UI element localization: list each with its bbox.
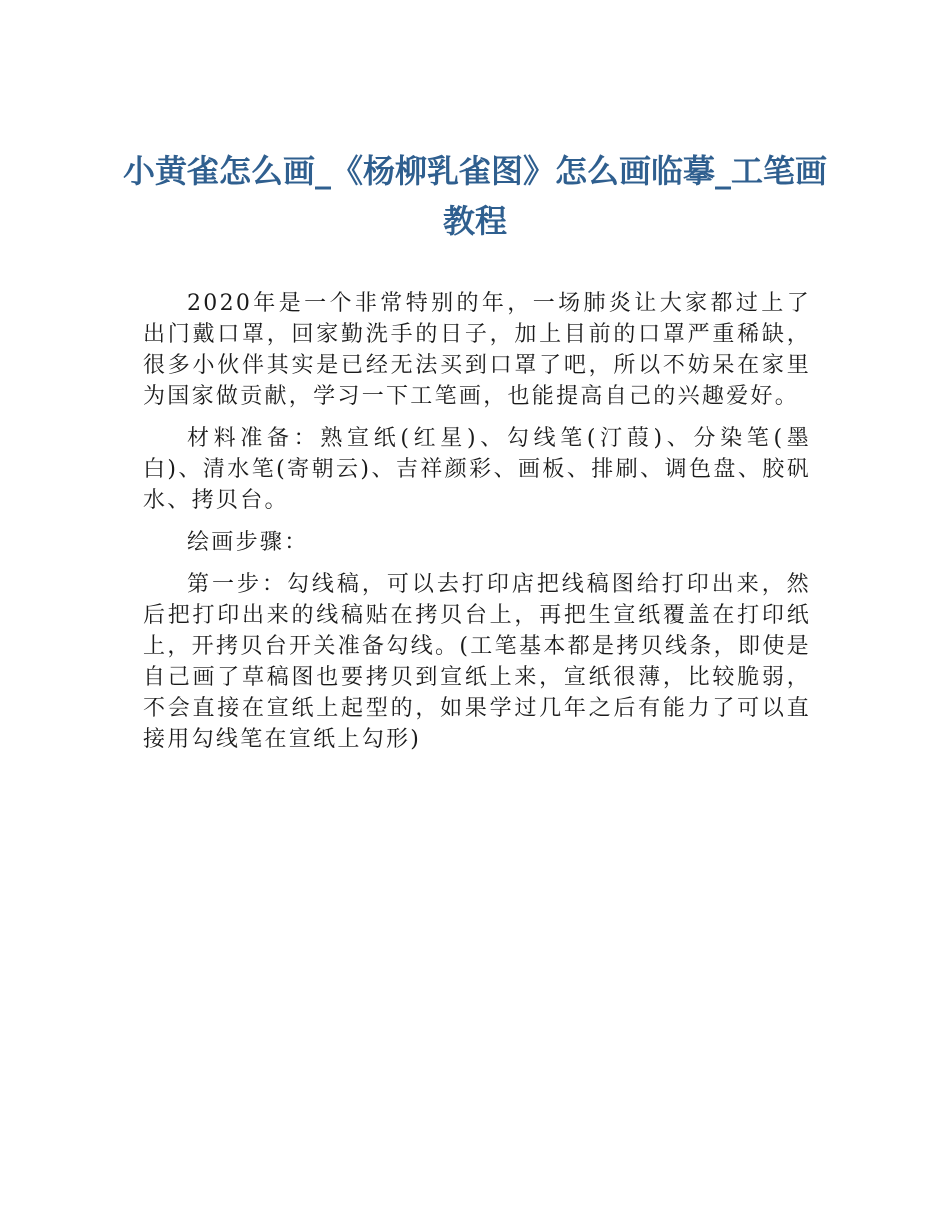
paragraph-intro: 2020年是一个非常特别的年，一场肺炎让大家都过上了出门戴口罩，回家勤洗手的日子，加上目前的口罩严重稀缺，很多小伙伴其实是已经无法买到口罩了吧，所以不妨呆在家里为国家做贡献，学习一下工笔画，也能提高自己的兴趣爱好。 [143, 291, 811, 409]
document-body [143, 288, 811, 766]
paragraph-step-one: 第一步：勾线稿，可以去打印店把线稿图给打印出来，然后把打印出来的线稿贴在拷贝台上，再把生宣纸覆盖在打印纸上，开拷贝台开关准备勾线。(工笔基本都是拷贝线条，即使是自己画了草稿图也要拷贝到宣纸上来，宣纸很薄，比较脆弱，不会直接在宣纸上起型的，如果学过几年之后有能力了可以直接用勾线笔在宣纸上勾形) [143, 572, 811, 752]
document-title: 小黄雀怎么画_《杨柳乳雀图》怎么画临摹_工笔画教程 [122, 152, 827, 240]
paragraph-steps-heading: 绘画步骤： [187, 530, 309, 555]
paragraph-materials: 材料准备：熟宣纸(红星)、勾线笔(汀葭)、分染笔(墨白)、清水笔(寄朝云)、吉祥颜彩、画板、排刷、调色盘、胶矾水、拷贝台。 [143, 426, 811, 513]
